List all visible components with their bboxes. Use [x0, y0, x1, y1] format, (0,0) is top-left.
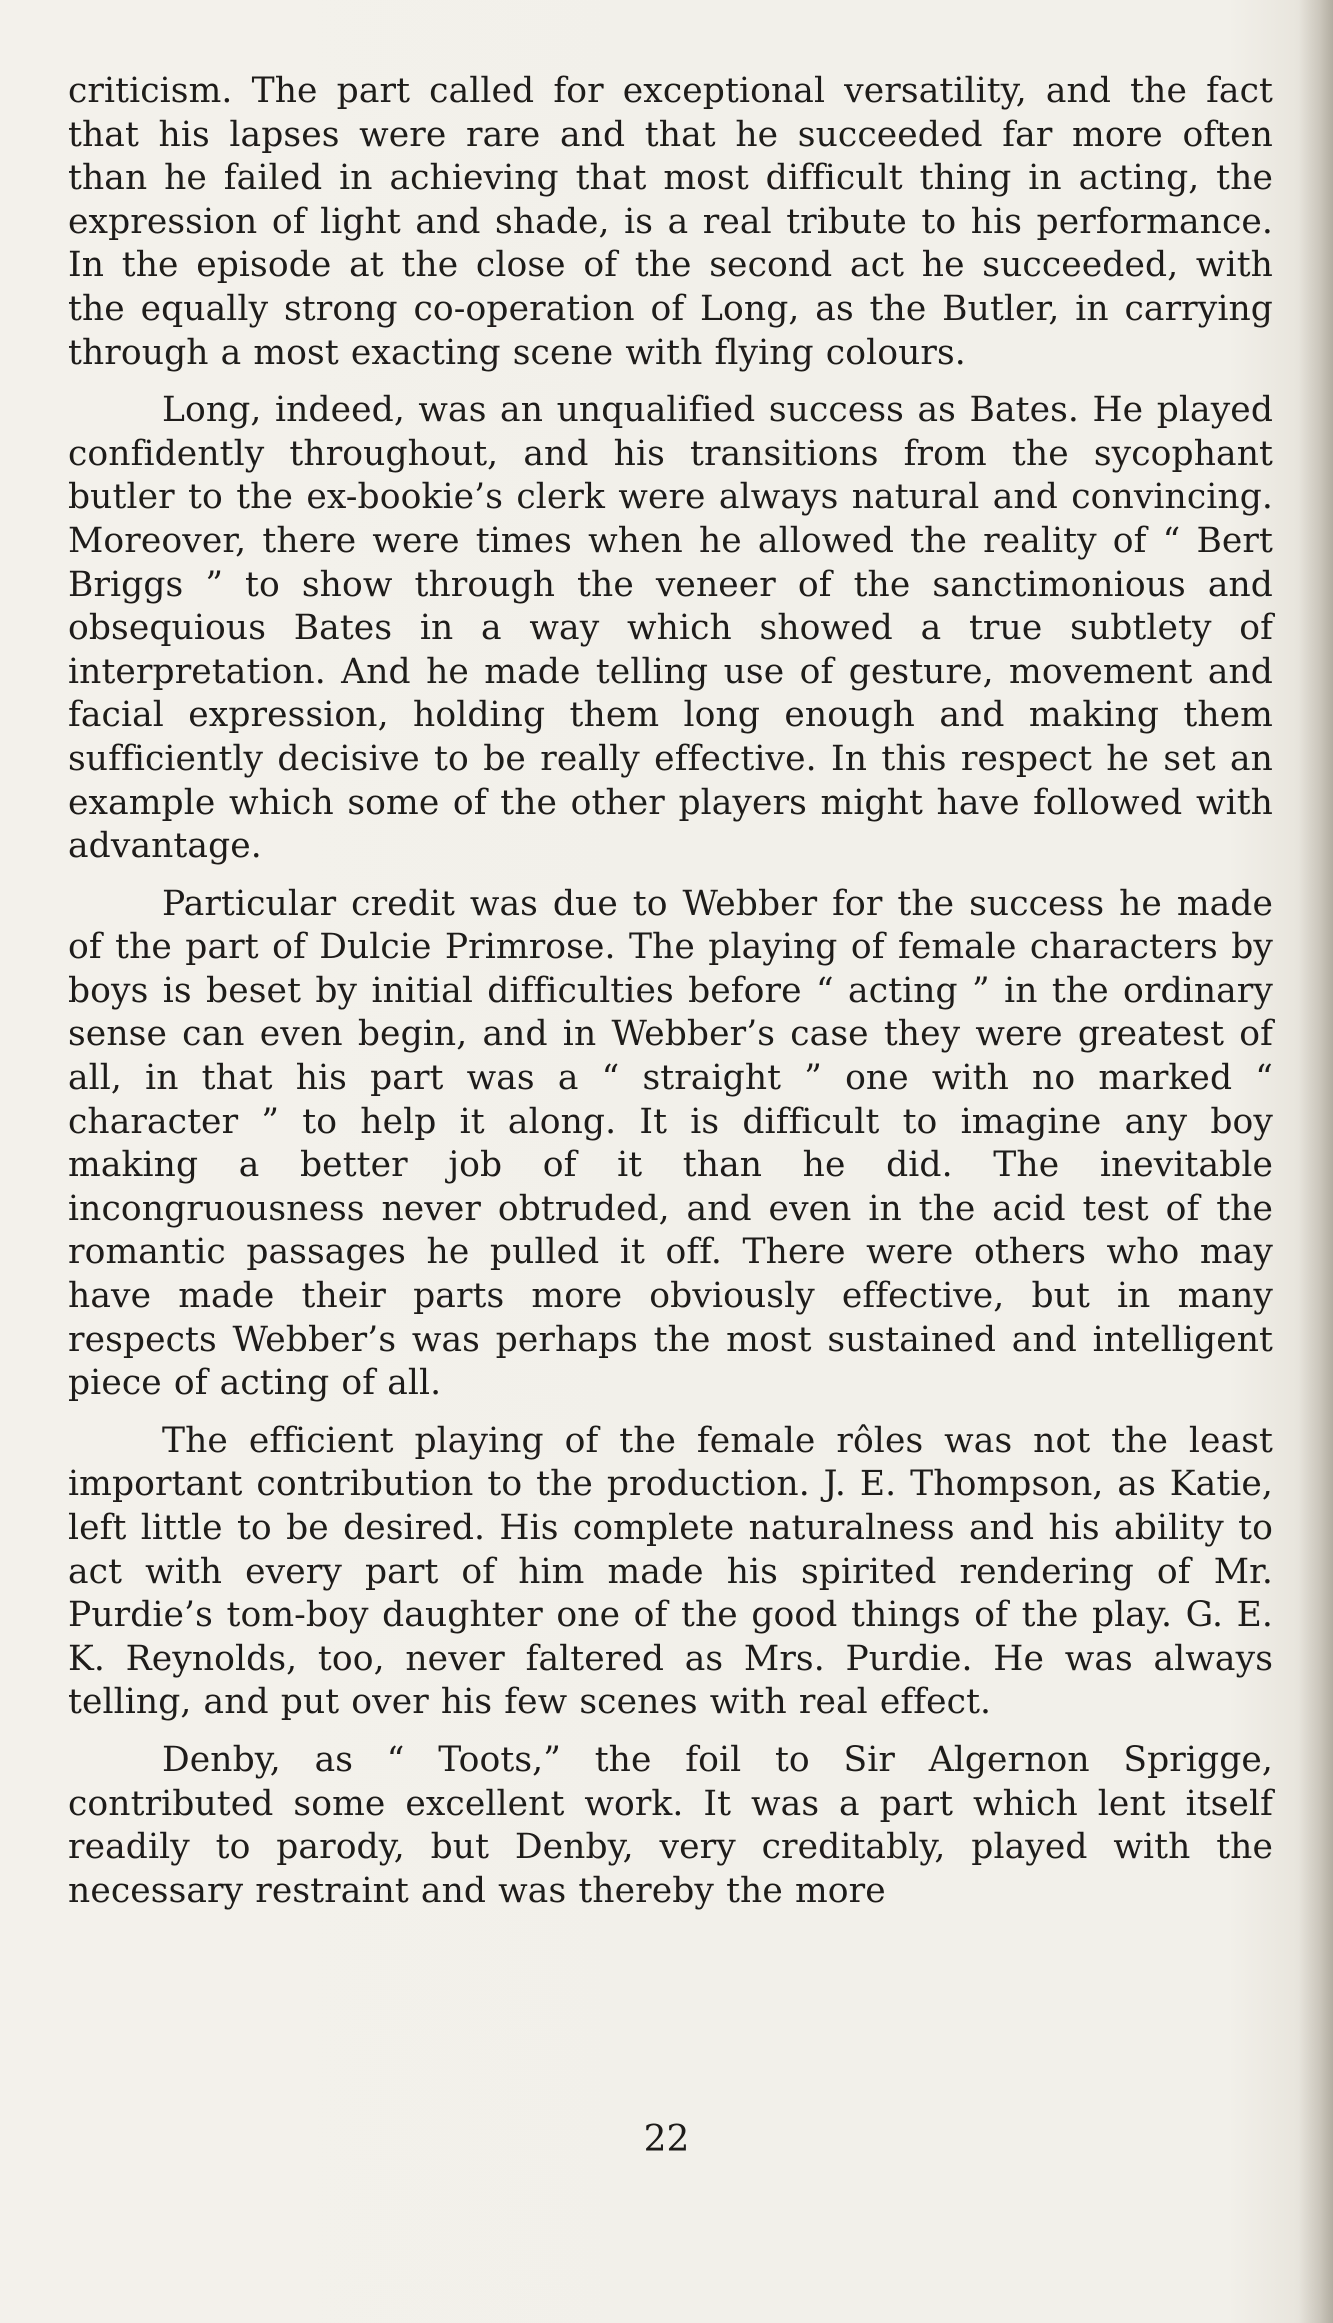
paragraph-5: Denby, as “ Toots,” the foil to Sir Algernon Sprigge, contributed some excellent work. It was a part which lent itself readily to parody, but Denby, very creditably, played with the necessary restraint and was thereby the more: [68, 1739, 1273, 1911]
body-text: [68, 70, 1273, 1927]
paragraph-3: Particular credit was due to Webber for the success he made of the part of Dulcie Primrose. The playing of female characters by boys is beset by initial difficulties before “ acting ” in the ordinary sense can even begin, and in Webber’s case they were greatest of all, in that his part was a “ straight ” one with no marked “ character ” to help it along. It is difficult to imagine any boy making a better job of it than he did. The inevitable incongruousness never obtruded, and even in the acid test of the romantic passages he pulled it off. There were others who may have made their parts more obviously effective, but in many respects Webber’s was perhaps the most sustained and intelligent piece of acting of all.: [68, 883, 1273, 1404]
paragraph-2: Long, indeed, was an unqualified success as Bates. He played confidently throughout, and his transitions from the sycophant butler to the ex-bookie’s clerk were always natural and convincing. Moreover, there were times when he allowed the reality of “ Bert Briggs ” to show through the veneer of the sanctimonious and obsequious Bates in a way which showed a true subtlety of interpretation. And he made telling use of gesture, movement and facial expression, holding them long enough and making them sufficiently decisive to be really effective. In this respect he set an example which some of the other players might have followed with advantage.: [68, 390, 1273, 867]
paragraph-4: The efficient playing of the female rôles was not the least important contribution to the production. J. E. Thompson, as Katie, left little to be desired. His complete naturalness and his ability to act with every part of him made his spirited rendering of Mr. Purdie’s tom-boy daughter one of the good things of the play. G. E. K. Reynolds, too, never faltered as Mrs. Purdie. He was always telling, and put over his few scenes with real effect.: [68, 1420, 1273, 1723]
paragraph-1: criticism. The part called for exceptional versatility, and the fact that his lapses were rare and that he succeeded far more often than he failed in achieving that most difficult thing in acting, the expression of light and shade, is a real tribute to his performance. In the episode at the close of the second act he succeeded, with the equally strong co-operation of Long, as the Butler, in carrying through a most exacting scene with flying colours.: [68, 71, 1273, 373]
page-edge-shadow: [1299, 0, 1333, 2323]
page-number: 22: [643, 2119, 690, 2160]
